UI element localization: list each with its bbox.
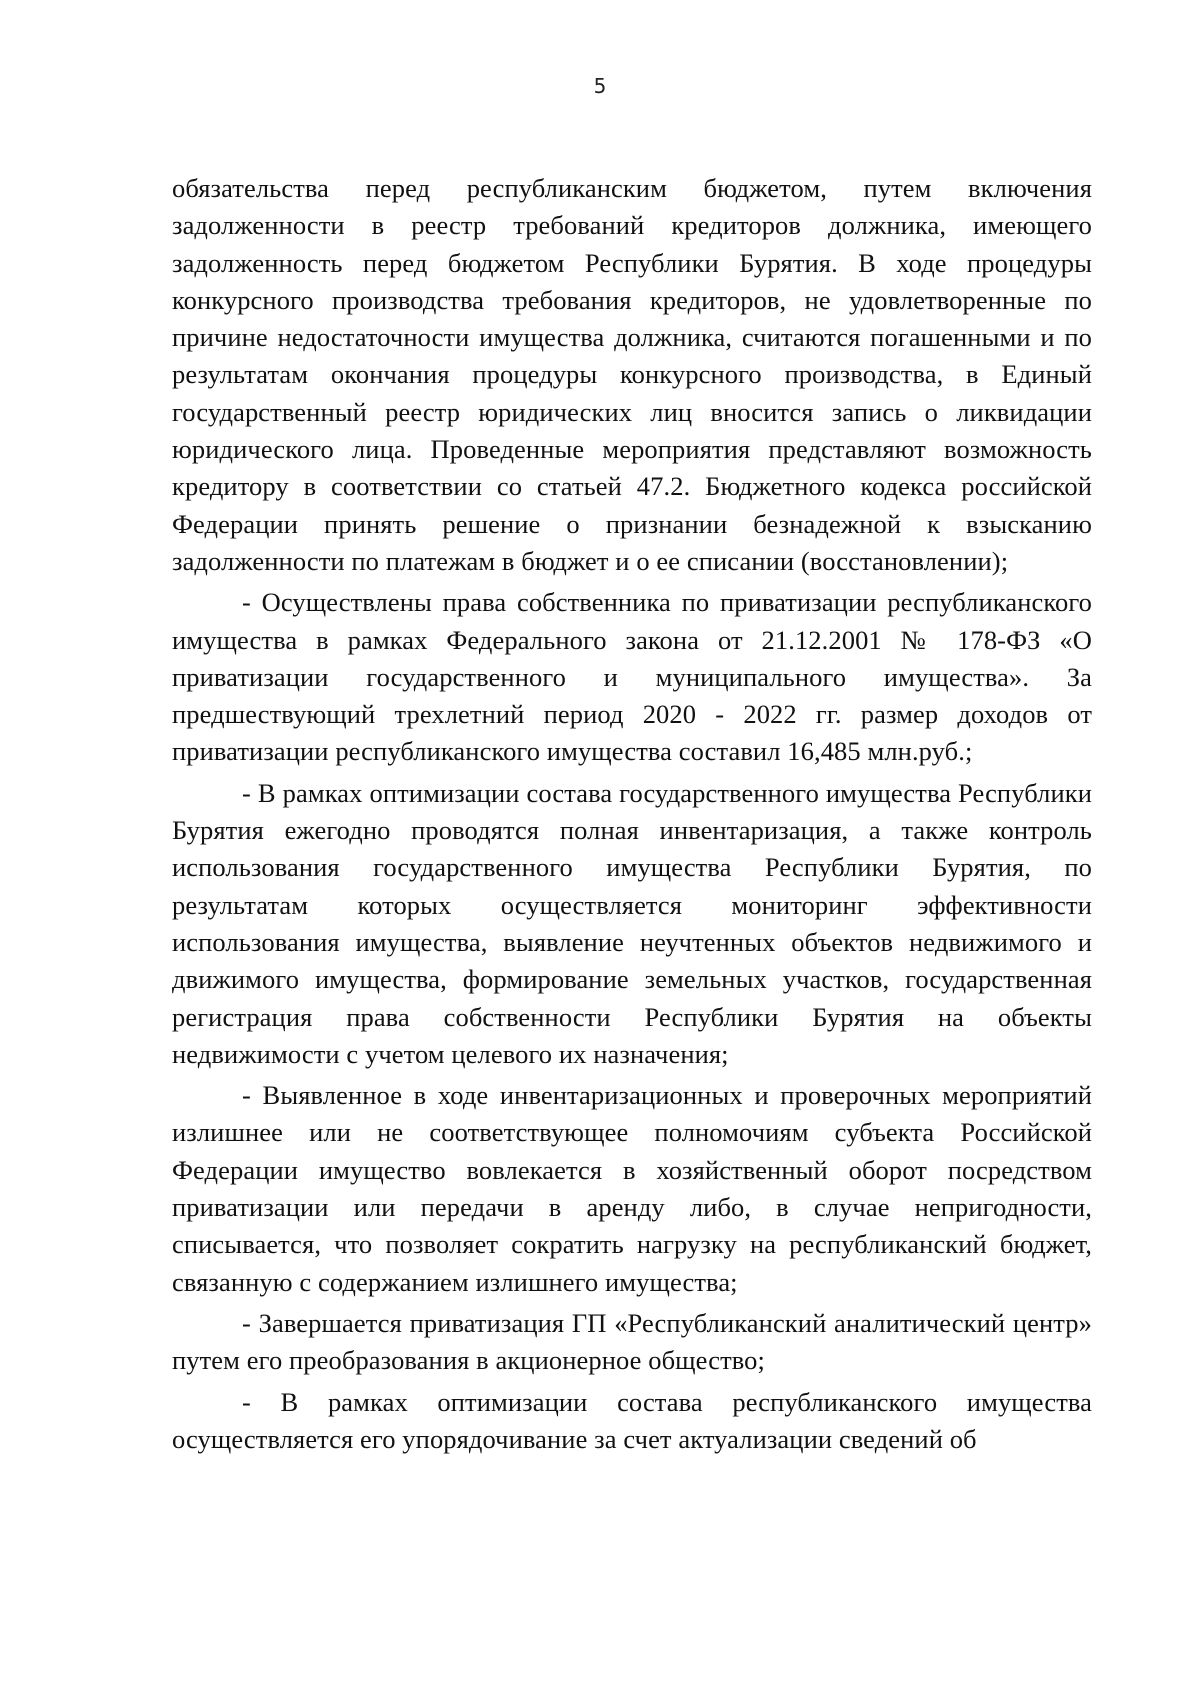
paragraph-debt-write-off: обязательства перед республиканским бюджетом, путем включения задолженности в реестр требований кредиторов должника, имеющего задолженность перед бюджетом Республики Бурятия. В ходе процедуры конкурсного производства требования кредиторов, не удовлетворенные по причине недостаточности имущества должника, считаются погашенными и по результатам окончания процедуры конкурсного производства, в Единый государственный реестр юридических лиц вносится запись о ликвидации юридического лица. Проведенные мероприятия представляют возможность кредитору в соответствии со статьей 47.2. Бюджетного кодекса российской Федерации принять решение о признании безнадежной к взысканию задолженности по платежам в бюджет и о ее списании (восстановлении);: [172, 173, 1092, 576]
paragraph-analytic-center: - Завершается приватизация ГП «Республиканский аналитический центр» путем его преобразования в акционерное общество;: [172, 1307, 1092, 1376]
paragraph-ordering-property: - В рамках оптимизации состава республиканского имущества осуществляется его упорядочивание за счет актуализации сведений об: [172, 1386, 1092, 1454]
paragraph-surplus-property: - Выявленное в ходе инвентаризационных и проверочных мероприятий излишнее или не соответствующее полномочиям субъекта Российской Федерации имущество вовлекается в хозяйственный оборот посредством приватизации или передачи в аренду либо, в случае непригодности, списывается, что позволяет сократить нагрузку на республиканский бюджет, связанную с содержанием излишнего имущества;: [172, 1080, 1092, 1297]
page-number: 5: [593, 74, 607, 98]
document-body: [172, 170, 1092, 1462]
paragraph-inventory-optimization: - В рамках оптимизации состава государственного имущества Республики Бурятия ежегодно проводятся полная инвентаризация, а также контроль использования государственного имущества Республики Бурятия, по результатам которых осуществляется мониторинг эффективности использования имущества, выявление неучтенных объектов недвижимого и движимого имущества, формирование земельных участков, государственная регистрация права собственности Республики Бурятия на объекты недвижимости с учетом целевого их назначения;: [172, 777, 1092, 1069]
paragraph-privatization-rights: - Осуществлены права собственника по приватизации республиканского имущества в рамках Федерального закона от 21.12.2001 № 178-ФЗ «О приватизации государственного и муниципального имущества». За предшествующий трехлетний период 2020 - 2022 гг. размер доходов от приватизации республиканского имущества составил 16,485 млн.руб.;: [172, 587, 1092, 767]
